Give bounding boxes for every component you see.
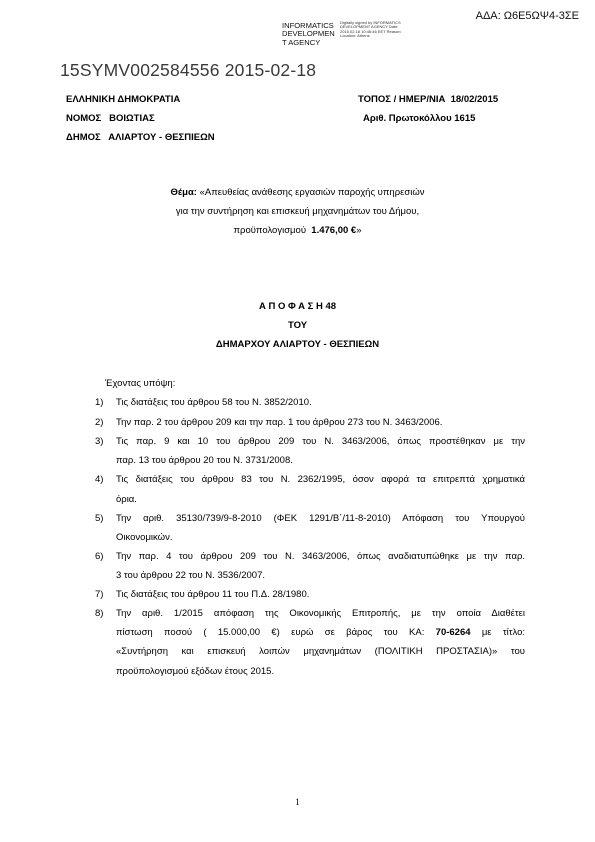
list-item-line: Οικονομικών. <box>116 532 173 543</box>
list-item-number: 3) <box>95 436 104 447</box>
subject-label: Θέμα: <box>170 187 197 198</box>
decision-mayor: ΔΗΜΑΡΧΟΥ ΑΛΙΑΡΤΟΥ - ΘΕΣΠΙΕΩΝ <box>215 339 380 350</box>
subject-amount: 1.476,00 € <box>311 225 357 236</box>
stamp-line-2: DEVELOPMEN <box>282 29 335 39</box>
decision-title: Α Π Ο Φ Α Σ Η 48 <box>258 301 337 312</box>
list-item-line: Την αριθ. 1/2015 απόφαση της Οικονομικής Επιτροπής, με την οποία Διαθέτει <box>116 608 525 619</box>
list-item-number: 6) <box>95 551 104 562</box>
list-item-number: 2) <box>95 417 104 428</box>
header-prefecture: ΝΟΜΟΣ ΒΟΙΩΤΙΑΣ <box>66 113 155 124</box>
list-item-number: 1) <box>95 397 104 408</box>
subject-close-quote: » <box>356 225 362 236</box>
header-municipality: ΔΗΜΟΣ ΑΛΙΑΡΤΟΥ - ΘΕΣΠΙΕΩΝ <box>66 132 215 143</box>
list-item-line: Την αριθ. 35130/739/9-8-2010 (ΦΕΚ 1291/Β΄/11-8-2010) Απόφαση του Υπουργού <box>116 513 525 524</box>
header-place-date: ΤΟΠΟΣ / ΗΜΕΡ/ΝΙΑ 18/02/2015 <box>358 94 499 105</box>
list-item-line: Τις διατάξεις του άρθρου 83 του Ν. 2362/1995, όσον αφορά τα επιτρεπτά χρηματικά <box>116 474 525 485</box>
list-item-line: προϋπολογισμού εξόδων έτους 2015. <box>116 666 275 677</box>
list-item-line: Τις παρ. 9 και 10 του άρθρου 209 του Ν. 3463/2006, όπως προστέθηκαν με την <box>116 436 525 447</box>
digital-signature-stamp <box>282 22 335 47</box>
ada-code: ΑΔΑ: Ω6Ε5ΩΨ4-3ΣΕ <box>475 10 579 22</box>
list-item-line: 3 του άρθρου 22 του Ν. 3536/2007. <box>116 570 265 581</box>
considering-heading: Έχοντας υπόψη: <box>105 378 176 389</box>
list-item-line: πίστωση ποσού ( 15.000,00 €) ευρώ σε βάρος του ΚΑ: 70-6264 με τίτλο: <box>116 627 525 638</box>
subject-line-3 <box>0 225 595 236</box>
registry-number: 15SYMV002584556 2015-02-18 <box>60 60 317 80</box>
stamp-line-1: INFORMATICS <box>282 21 334 30</box>
subject-line-1 <box>0 187 595 198</box>
page-number: 1 <box>295 797 300 807</box>
list-item-line: Τις διατάξεις του άρθρου 11 του Π.Δ. 28/1980. <box>116 589 310 600</box>
header-protocol-number: Αριθ. Πρωτοκόλλου 1615 <box>363 113 476 124</box>
list-item-line: Τις διατάξεις του άρθρου 58 του Ν. 3852/2010. <box>116 397 312 408</box>
subject-budget-label: προϋπολογισμού <box>233 225 312 236</box>
list-item-number: 4) <box>95 474 104 485</box>
list-item-line: Την παρ. 4 του άρθρου 209 του Ν. 3463/2006, όπως αναδιατυπώθηκε με την παρ. <box>116 551 525 562</box>
subject-text-1: «Απευθείας ανάθεσης εργασιών παροχής υπηρεσιών <box>196 187 425 198</box>
subject-line-2: για την συντήρηση και επισκευή μηχανημάτων του Δήμου, <box>175 206 420 217</box>
list-item-line: παρ. 13 του άρθρου 20 του Ν. 3731/2008. <box>116 455 293 466</box>
list-item-line: Την παρ. 2 του άρθρου 209 και την παρ. 1 του άρθρου 273 του Ν. 3463/2006. <box>116 417 443 428</box>
stamp-line-3: T AGENCY <box>282 37 321 47</box>
stamp-signature-details: Digitally signed by INFORMATICS DEVELOPMENT AGENCY Date: 2015.02.18 10:46:46 EET Reason: Location: Athens <box>340 20 402 39</box>
list-item-number: 7) <box>95 589 104 600</box>
decision-of: ΤΟΥ <box>287 320 308 331</box>
list-item-number: 8) <box>95 608 104 619</box>
header-republic: ΕΛΛΗΝΙΚΗ ΔΗΜΟΚΡΑΤΙΑ <box>66 94 181 105</box>
list-item-line: όρια. <box>116 494 137 505</box>
list-item-number: 5) <box>95 513 104 524</box>
list-item-line: «Συντήρηση και επισκευή λοιπών μηχανημάτων (ΠΟΛΙΤΙΚΗ ΠΡΟΣΤΑΣΙΑ)» του <box>116 646 525 657</box>
